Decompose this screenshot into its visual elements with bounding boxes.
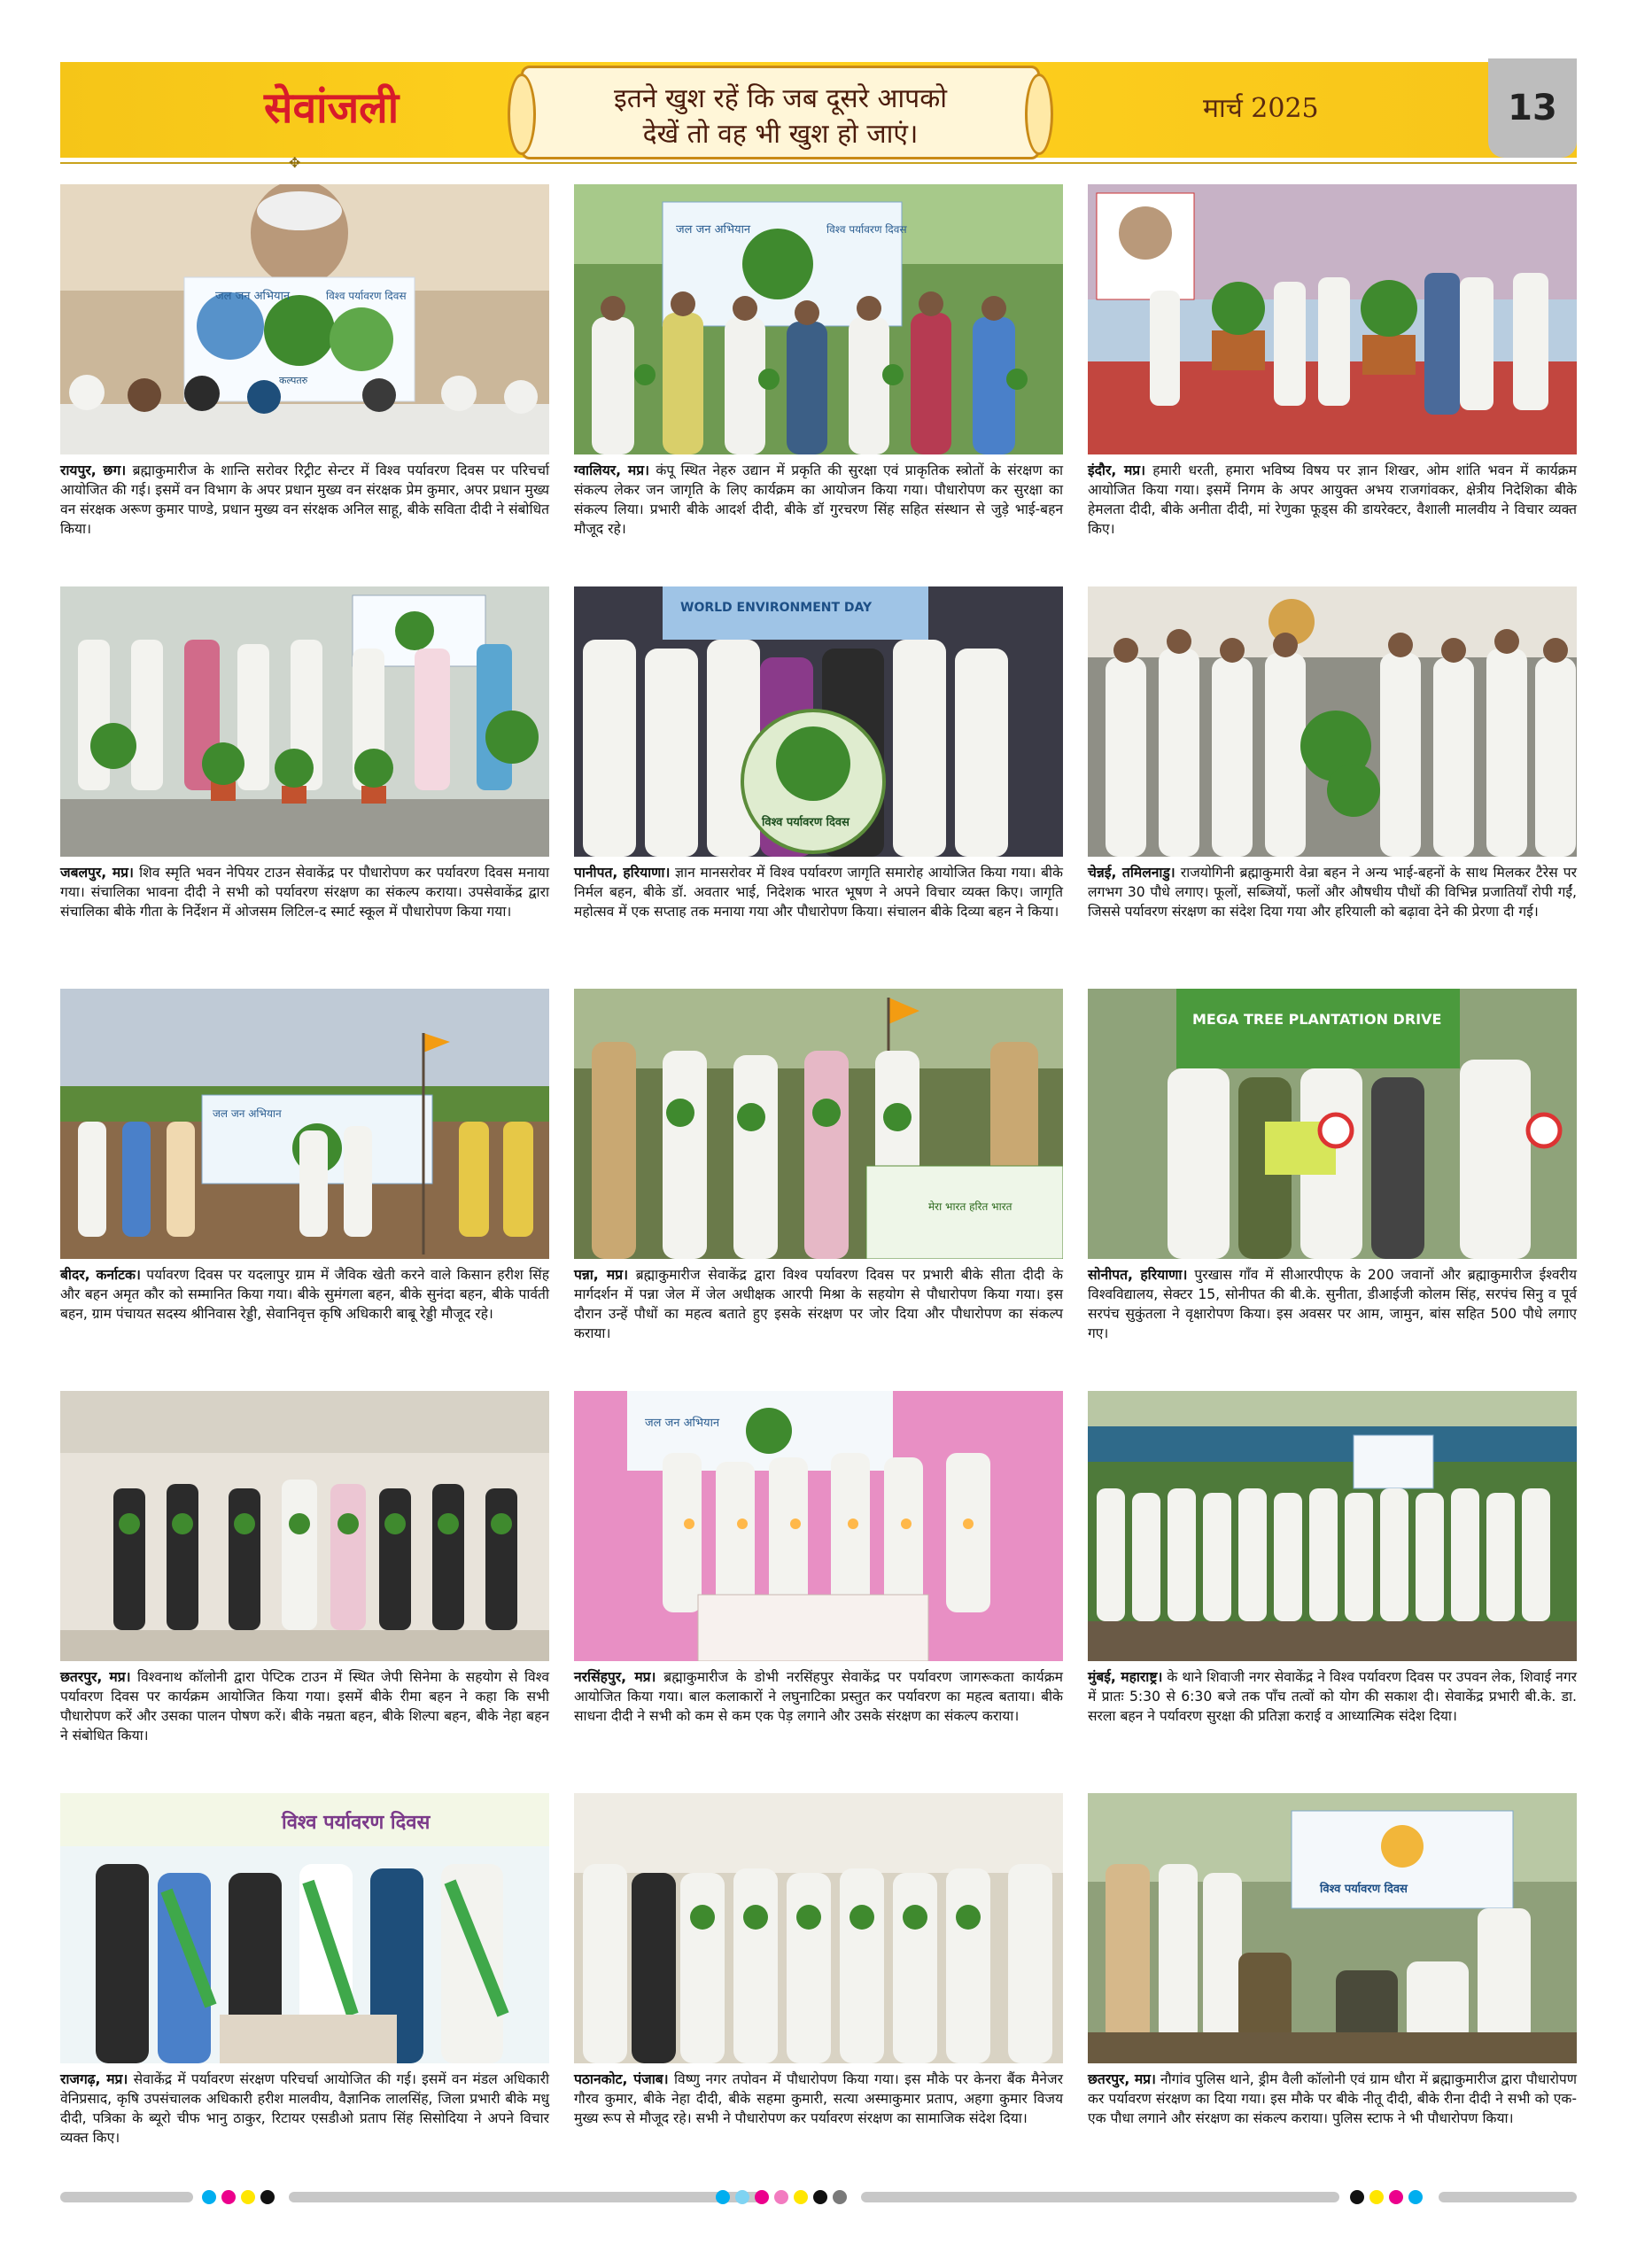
- banner-jal-jan: जल जन अभियान: [213, 1107, 282, 1120]
- article-caption: पठानकोट, पंजाब। विष्णु नगर तपोवन में पौधारोपण किया गया। इस मौके पर केनरा बैंक मैनेजर गौरव कुमार, बीके नेहा दीदी, बीके सहमा कुमारी, सत्या अस्माकुमार प्रताप, अहगा कुमार विजय मुख्य रूप से मौजूद रहे। सभी ने पौधारोपण कर पर्यावरण संरक्षण का सामाजिक संदेश दिया।: [574, 2071, 1063, 2126]
- header-divider: [60, 162, 1577, 164]
- article-photo: [574, 586, 1063, 857]
- registration-dot-lightmagenta: [774, 2190, 788, 2204]
- registration-dot-magenta: [755, 2190, 769, 2204]
- article-caption: राजगढ़, मप्र। सेवाकेंद्र में पर्यावरण संरक्षण परिचर्चा आयोजित की गई। इसमें वन मंडल अधिकारी वेनिप्रसाद, कृषि उपसंचालक अधिकारी हरीश मालवीय, वैज्ञानिक लालसिंह, जिला प्रभारी बीके मधु दीदी, पत्रिका के ब्यूरो चीफ भानु ठाकुर, रिटायर एसडीओ प्रताप सिंह सिसोदिया ने अपने विचार व्यक्त किए।: [60, 2071, 549, 2146]
- banner-jal-jan: जल जन अभियान: [676, 223, 751, 237]
- scroll-ornament-right: [1025, 74, 1053, 155]
- page-header: [60, 62, 1577, 158]
- registration-dot-yellow: [1369, 2190, 1384, 2204]
- banner-world-env: विश्व पर्यावरण दिवस: [282, 1812, 431, 1834]
- registration-dot-magenta: [1389, 2190, 1403, 2204]
- article-caption: सोनीपत, हरियाणा। पुरखास गाँव में सीआरपीएफ के 200 जवानों और ब्रह्माकुमारीज ईश्वरीय विश्वविद्यालय, सेक्टर 15, सोनीपत की बी.के. सुनीता, डीआईजी कोलम सिंह, सरपंच सिनु व पूर्व सरपंच सुकुंतला ने वृक्षारोपण किया। इस अवसर पर आम, जामुन, बांस सहित 500 पौधे लगाए गए।: [1088, 1267, 1577, 1341]
- article-photo: [574, 989, 1063, 1259]
- footer-bar-mid-left: [289, 2192, 767, 2202]
- divider-ornament-icon: ✥: [289, 154, 301, 171]
- footer-bar-left: [60, 2192, 193, 2202]
- page-number: 13: [1488, 58, 1577, 158]
- registration-dot-black: [260, 2190, 275, 2204]
- article-photo: [60, 586, 549, 857]
- article-photo: [60, 184, 549, 454]
- banner-world-env: विश्व पर्यावरण दिवस: [326, 290, 407, 302]
- article-caption: चेन्नई, तमिलनाडु। राजयोगिनी ब्रह्माकुमारी वेन्रा बहन ने अन्य भाई-बहनों के साथ मिलकर टैरेस पर लगभग 30 पौधे लगाए। फूलों, सब्जियों, फलों और औषधीय पौधों की विभिन्न प्रजातियाँ रोपी गईं, जिससे पर्यावरण संरक्षण का संदेश दिया गया और हरियाली को बढ़ावा देने की प्रेरणा दी गई।: [1088, 865, 1578, 920]
- article-caption: जबलपुर, मप्र। शिव स्मृति भवन नेपियर टाउन सेवाकेंद्र पर पौधारोपण कर पर्यावरण दिवस मनाया गया। संचालिका भावना दीदी ने सभी को पर्यावरण संरक्षण का संकल्प कराया। उपसेवाकेंद्र द्वारा संचालिका बीके गीता के निर्देशन में ओजसम लिटिल-द स्मार्ट स्कूल में पौधारोपण किया गया।: [60, 865, 549, 920]
- registration-dot-cyan: [1408, 2190, 1423, 2204]
- article-photo: [1088, 184, 1577, 454]
- article-photo: [574, 184, 1063, 454]
- brand-title: सेवांजली: [264, 83, 400, 133]
- article-photo: [1088, 586, 1577, 857]
- article-caption: रायपुर, छग। ब्रह्माकुमारीज के शान्ति सरोवर रिट्रीट सेन्टर में विश्व पर्यावरण दिवस पर परिचर्चा आयोजित की गई। इसमें वन विभाग के अपर प्रधान मुख्य वन संरक्षक प्रेम कुमार, अपर प्रधान मुख्य वन संरक्षक अरूण कुमार पाण्डे, प्रधान मुख्य वन संरक्षक अनिल साहू, बीके सविता दीदी ने संबोधित किया।: [60, 462, 550, 537]
- banner-jal-jan: जल जन अभियान: [215, 290, 291, 303]
- article-photo: [1088, 1391, 1577, 1661]
- article-caption: बीदर, कर्नाटक। पर्यावरण दिवस पर यदलापुर ग्राम में जैविक खेती करने वाले किसान हरीश सिंह और बहन अमृत कौर को सम्मानित किया गया। बीके सुमंगला बहन, बीके सुनंदा बहन, बीके पार्वती बहन, ग्राम पंचायत सदस्य श्रीनिवास रेड्डी, सेवानिवृत्त कृषि अधिकारी बाबू रेड्डी मौजूद रहे।: [60, 1267, 549, 1322]
- banner-world-env: विश्व पर्यावरण दिवस: [826, 223, 907, 236]
- registration-dot-magenta: [221, 2190, 236, 2204]
- article-photo: [574, 1793, 1063, 2063]
- registration-dot-yellow: [241, 2190, 255, 2204]
- article-caption: छतरपुर, मप्र। नौगांव पुलिस थाने, ड्रीम वैली कॉलोनी एवं ग्राम धौरा में ब्रह्माकुमारीज द्वारा पौधारोपण कर पर्यावरण संरक्षण का दिया गया। इस मौके पर बीके नीतू दीदी, बीके रीना दीदी ने सभी को एक-एक पौधा लगाने और संरक्षण का संकल्प कराया। पुलिस स्टाफ ने भी पौधारोपण किया।: [1088, 2071, 1577, 2126]
- quote-line-1: इतने खुश रहें कि जब दूसरे आपको: [613, 83, 948, 114]
- registration-dot-cyan: [202, 2190, 216, 2204]
- scroll-ornament-left: [508, 74, 536, 155]
- article-caption: इंदौर, मप्र। हमारी धरती, हमारा भविष्य विषय पर ज्ञान शिखर, ओम शांति भवन में कार्यक्रम आयोजित किया गया। इसमें निगम के अपर आयुक्त अभय राजगांवकर, क्षेत्रीय निदेशिका बीके हेमलता दीदी, बीके अनीता दीदी, मां रेणुका फूड्स की डायरेक्टर, वैशाली मालवीय ने विचार व्यक्त किए।: [1088, 462, 1577, 537]
- quote-banner: [521, 66, 1040, 159]
- registration-dot-lightcyan: [735, 2190, 749, 2204]
- article-caption: पन्ना, मप्र। ब्रह्माकुमारीज सेवाकेंद्र द्वारा विश्व पर्यावरण दिवस पर प्रभारी बीके सीता दीदी के मार्गदर्शन में पन्ना जेल में जेल अधीक्षक आरपी मिश्रा के सहयोग से पौधारोपण किया गया। इस दौरान उन्हें पौधों का महत्व बताते हुए इसके संरक्षण पर जोर दिया और पौधारोपण का संकल्प कराया।: [574, 1267, 1063, 1341]
- banner-world-env: विश्व पर्यावरण दिवस: [1320, 1883, 1408, 1896]
- footer-bar-mid-right: [861, 2192, 1339, 2202]
- article-caption: छतरपुर, मप्र। विश्वनाथ कॉलोनी द्वारा पेप्टिक टाउन में स्थित जेपी सिनेमा के सहयोग से विश्व पर्यावरण दिवस पर कार्यक्रम आयोजित किया गया। इसमें बीके रीमा बहन ने कहा कि सभी पौधारोपण करें और उसका पालन पोषण करें। बीके नम्रता बहन, बीके शिल्पा बहन, बीके नेहा बहन ने संबोधित किया।: [60, 1669, 549, 1744]
- article-caption: पानीपत, हरियाणा। ज्ञान मानसरोवर में विश्व पर्यावरण जागृति समारोह आयोजित किया गया। बीके निर्मल बहन, बीके डॉ. अवतार भाई, निदेशक भारत भूषण ने अपने विचार व्यक्त किए। जागृति महोत्सव में एक सप्ताह तक मनाया गया और पौधारोपण किया। संचालन बीके दिव्या बहन ने किया।: [574, 865, 1063, 920]
- article-caption: ग्वालियर, मप्र। कंपू स्थित नेहरु उद्यान में प्रकृति की सुरक्षा एवं प्राकृतिक स्त्रोतों के संरक्षण का संकल्प लेकर जन जागृति के लिए कार्यक्रम का आयोजन किया गया। पौधारोपण कर सुरक्षा का संकल्प लिया। प्रभारी बीके आदर्श दीदी, बीके डॉ गुरचरण सिंह सहित संस्थान से जुड़े भाई-बहन मौजूद रहे।: [574, 462, 1063, 537]
- registration-dot-yellow: [794, 2190, 808, 2204]
- issue-date: मार्च 2025: [1203, 93, 1319, 124]
- footer-bar-right: [1439, 2192, 1577, 2202]
- article-caption: नरसिंहपुर, मप्र। ब्रह्माकुमारीज के डोभी नरसिंहपुर सेवाकेंद्र पर पर्यावरण जागरूकता कार्यक्रम आयोजित किया गया। बाल कलाकारों ने लघुनाटिका प्रस्तुत कर पर्यावरण का महत्व बताया। बीके साधना दीदी ने सभी को कम से कम एक पेड़ लगाने और उसके संरक्षण का संकल्प कराया।: [574, 1669, 1063, 1724]
- article-caption: मुंबई, महाराष्ट्र। के थाने शिवाजी नगर सेवाकेंद्र ने विश्व पर्यावरण दिवस पर उपवन लेक, शिवाई नगर में प्रातः 5:30 से 6:30 बजे तक पाँच तत्वों को योग की सकाश दी। सेवाकेंद्र प्रभारी बी.के. डा. सरला बहन ने पर्यावरण सुरक्षा की प्रतिज्ञा कराई व आध्यात्मिक संदेश दिया।: [1088, 1669, 1577, 1724]
- banner-jal-jan: जल जन अभियान: [645, 1417, 720, 1430]
- article-photo: [1088, 989, 1577, 1259]
- article-photo: [60, 1391, 549, 1661]
- banner-world-env: विश्व पर्यावरण दिवस: [762, 816, 850, 829]
- banner-world-env-en: WORLD ENVIRONMENT DAY: [680, 601, 873, 615]
- banner-mera-bharat: मेरा भारत हरित भारत: [928, 1200, 1012, 1213]
- registration-dot-gray: [833, 2190, 847, 2204]
- registration-dot-black: [813, 2190, 827, 2204]
- article-photo: [60, 1793, 549, 2063]
- article-photo: [60, 989, 549, 1259]
- page-footer: [60, 2188, 1577, 2206]
- banner-kalpataru: कल्पतरु: [279, 375, 308, 386]
- article-photo: [1088, 1793, 1577, 2063]
- registration-dot-cyan: [716, 2190, 730, 2204]
- article-photo: [574, 1391, 1063, 1661]
- banner-mega-tree: MEGA TREE PLANTATION DRIVE: [1192, 1011, 1442, 1028]
- quote-line-2: देखें तो वह भी खुश हो जाएं।: [642, 119, 919, 150]
- registration-dot-black: [1350, 2190, 1364, 2204]
